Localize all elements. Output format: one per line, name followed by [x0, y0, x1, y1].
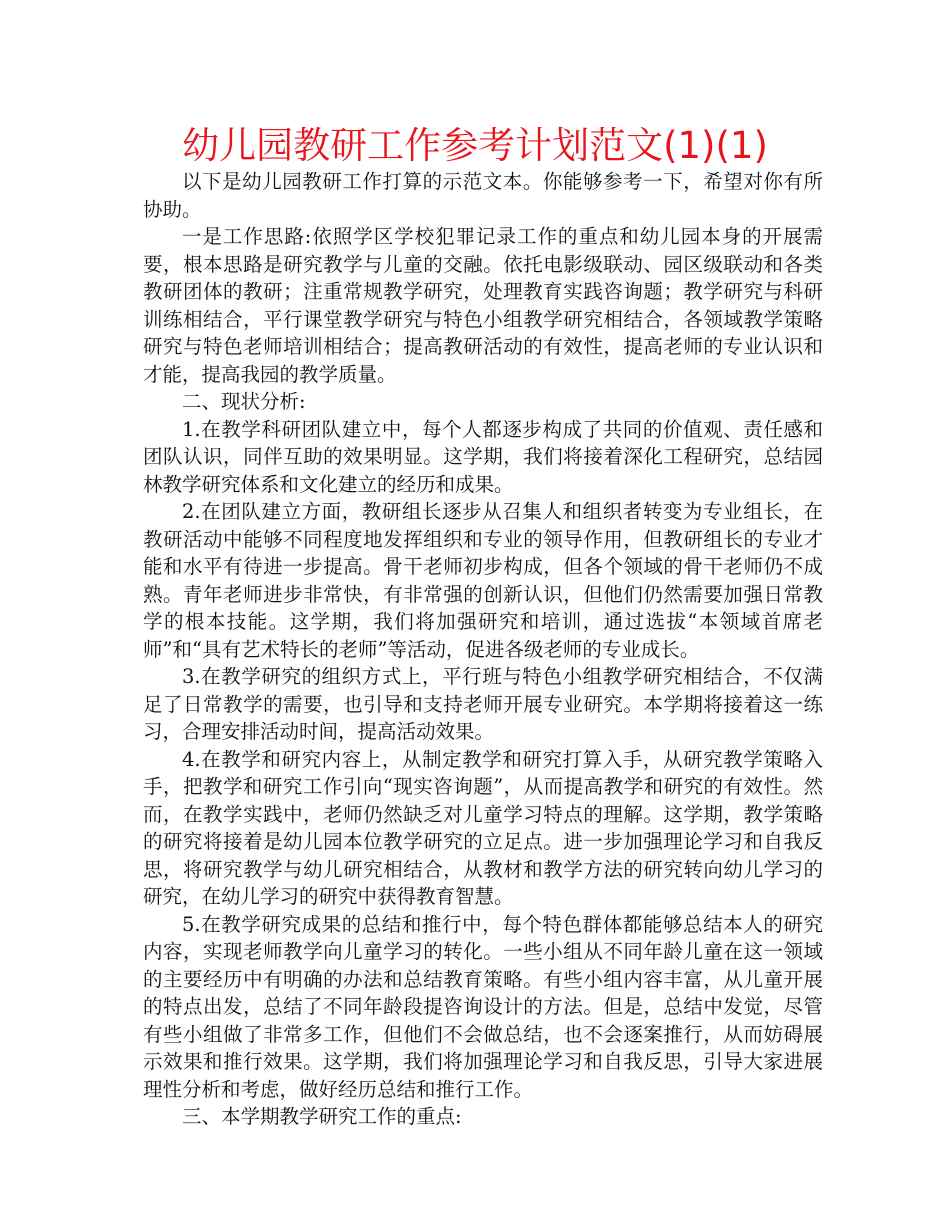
paragraph-intro: 以下是幼儿园教研工作打算的示范文本。你能够参考一下，希望对你有所协助。 [143, 170, 823, 221]
paragraph-point-2: 2.在团队建立方面，教研组长逐步从召集人和组织者转变为专业组长，在教研活动中能够不同程度地发挥组织和专业的领导作用，但教研组长的专业才能和水平有待进一步提高。骨干老师初步构成，但各个领域的骨干老师仍不成熟。青年老师进步非常快，有非常强的创新认识，但他们仍然需要加强日常教学的根本技能。这学期，我们将加强研究和培训，通过选拔“本领域首席老师”和“具有艺术特长的老师”等活动，促进各级老师的专业成长。 [143, 500, 823, 661]
paragraph-point-1: 1.在教学科研团队建立中，每个人都逐步构成了共同的价值观、责任感和团队认识，同伴互助的效果明显。这学期，我们将接着深化工程研究，总结园林教学研究体系和文化建立的经历和成果。 [143, 417, 823, 496]
document-title: 幼儿园教研工作参考计划范文(1)(1) [182, 124, 768, 167]
paragraph-work-ideas: 一是工作思路:依照学区学校犯罪记录工作的重点和幼儿园本身的开展需要，根本思路是研究教学与儿童的交融。依托电影级联动、园区级联动和各类教研团体的教研；注重常规教学研究，处理教育实践咨询题；教学研究与科研训练相结合，平行课堂教学研究与特色小组教学研究相结合，各领域教学策略研究与特色老师培训相结合；提高教研活动的有效性，提高老师的专业认识和才能，提高我园的教学质量。 [143, 225, 823, 386]
paragraph-point-5: 5.在教学研究成果的总结和推行中，每个特色群体都能够总结本人的研究内容，实现老师教学向儿童学习的转化。一些小组从不同年龄儿童在这一领域的主要经历中有明确的办法和总结教育策略。有些小组内容丰富，从儿童开展的特点出发，总结了不同年龄段提咨询设计的方法。但是，总结中发觉，尽管有些小组做了非常多工作，但他们不会做总结，也不会逐案推行，从而妨碍展示效果和推行效果。这学期，我们将加强理论学习和自我反思，引导大家进展理性分析和考虑，做好经历总结和推行工作。 [143, 912, 823, 1101]
heading-semester-focus: 三、本学期教学研究工作的重点: [182, 1105, 462, 1128]
document-body [143, 168, 823, 1131]
heading-status-analysis: 二、现状分析: [182, 390, 306, 413]
paragraph-point-3: 3.在教学研究的组织方式上，平行班与特色小组教学研究相结合，不仅满足了日常教学的需要，也引导和支持老师开展专业研究。本学期将接着这一练习，合理安排活动时间，提高活动效果。 [143, 665, 823, 743]
paragraph-point-4: 4.在教学和研究内容上，从制定教学和研究打算入手，从研究教学策略入手，把教学和研究工作引向“现实咨询题”，从而提高教学和研究的有效性。然而，在教学实践中，老师仍然缺乏对儿童学习特点的理解。这学期，教学策略的研究将接着是幼儿园本位教学研究的立足点。进一步加强理论学习和自我反思，将研究教学与幼儿研究相结合，从教材和教学方法的研究转向幼儿学习的研究，在幼儿学习的研究中获得教育智慧。 [143, 747, 823, 908]
